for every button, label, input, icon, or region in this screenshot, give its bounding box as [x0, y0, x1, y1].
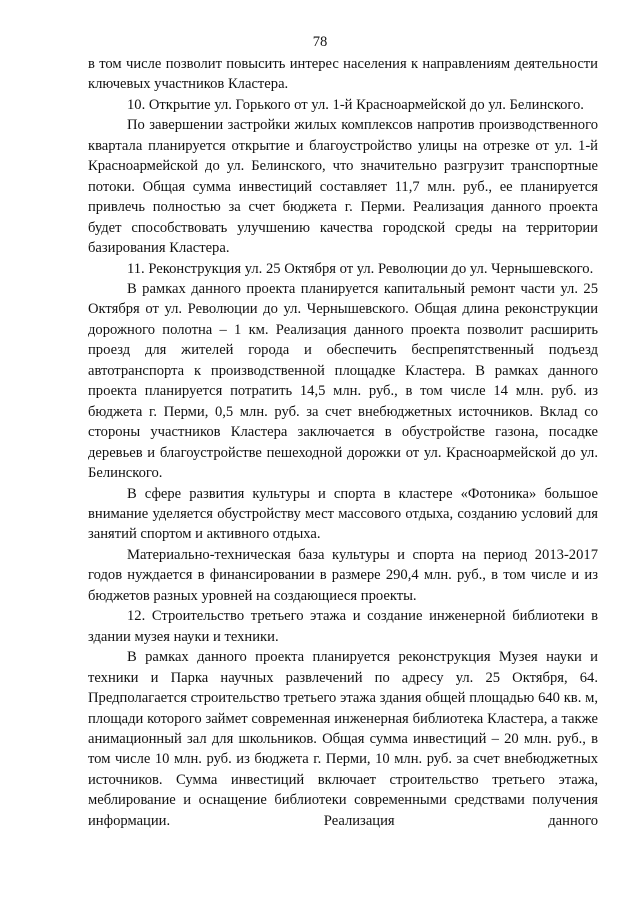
section-heading-11: 11. Реконструкция ул. 25 Октября от ул. Революции до ул. Чернышевского.: [127, 260, 594, 277]
paragraph: Материально-техническая база культуры и спорта на период 2013-2017 годов нуждается в финансировании в размере 290,4 млн. руб., в том числе и из бюджетов разных уровней на создающиеся проекты.: [88, 546, 598, 604]
paragraph: В рамках данного проекта планируется капитальный ремонт части ул. 25 Октября от ул. Революции до ул. Чернышевского. Общая длина реконструкции дорожного полотна – 1 км. Реализация данного проекта позволит расширить проезд для жителей города и обеспечить беспрепятственный подъезд автотранспорта к производственной площадке Кластера. В рамках данного проекта планируется потратить 14,5 млн. руб., в том числе 14 млн. руб. из бюджета г. Перми, 0,5 млн. руб. за счет внебюджетных источников. Вклад со стороны участников Кластера заключается в обустройстве газона, посадке деревьев и благоустройстве пешеходной дорожки от ул. Красноармейской до ул. Белинского.: [88, 280, 598, 482]
section-heading-10: 10. Открытие ул. Горького от ул. 1-й Красноармейской до ул. Белинского.: [127, 96, 584, 113]
paragraph: По завершении застройки жилых комплексов напротив производственного квартала планируется открытие и благоустройство улицы на отрезке от ул. 1-й Красноармейской до ул. Белинского, что значительно разгрузит транспортные потоки. Общая сумма инвестиций составляет 11,7 млн. руб., ее планируется привлечь полностью за счет бюджета г. Перми. Реализация данного проекта будет способствовать улучшению качества городской среды на территории базирования Кластера.: [88, 117, 598, 257]
paragraph: В рамках данного проекта планируется реконструкция Музея науки и техники и Парка научных развлечений по адресу ул. 25 Октября, 64. Предполагается строительство третьего этажа здания общей площадью 640 кв. м, площади которого займет современная инженерная библиотека Кластера, а также анимационный зал для школьников. Общая сумма инвестиций – 20 млн. руб., в том числе 10 млн. руб. из бюджета г. Перми, 10 млн. руб. за счет внебюджетных источников. Сумма инвестиций включает строительство третьего этажа, меблирование и оснащение библиотеки современными средствами получения информации. Реализация данного: [88, 649, 598, 829]
body-text: [88, 54, 598, 831]
section-heading-12: 12. Строительство третьего этажа и создание инженерной библиотеки в здании музея науки и техники.: [88, 608, 598, 645]
page-number: 78: [312, 34, 328, 50]
paragraph: В сфере развития культуры и спорта в кластере «Фотоника» большое внимание уделяется обустройству мест массового отдыха, созданию условий для занятий спортом и активного отдыха.: [88, 485, 598, 543]
paragraph: в том числе позволит повысить интерес населения к направлениям деятельности ключевых участников Кластера.: [88, 56, 598, 93]
